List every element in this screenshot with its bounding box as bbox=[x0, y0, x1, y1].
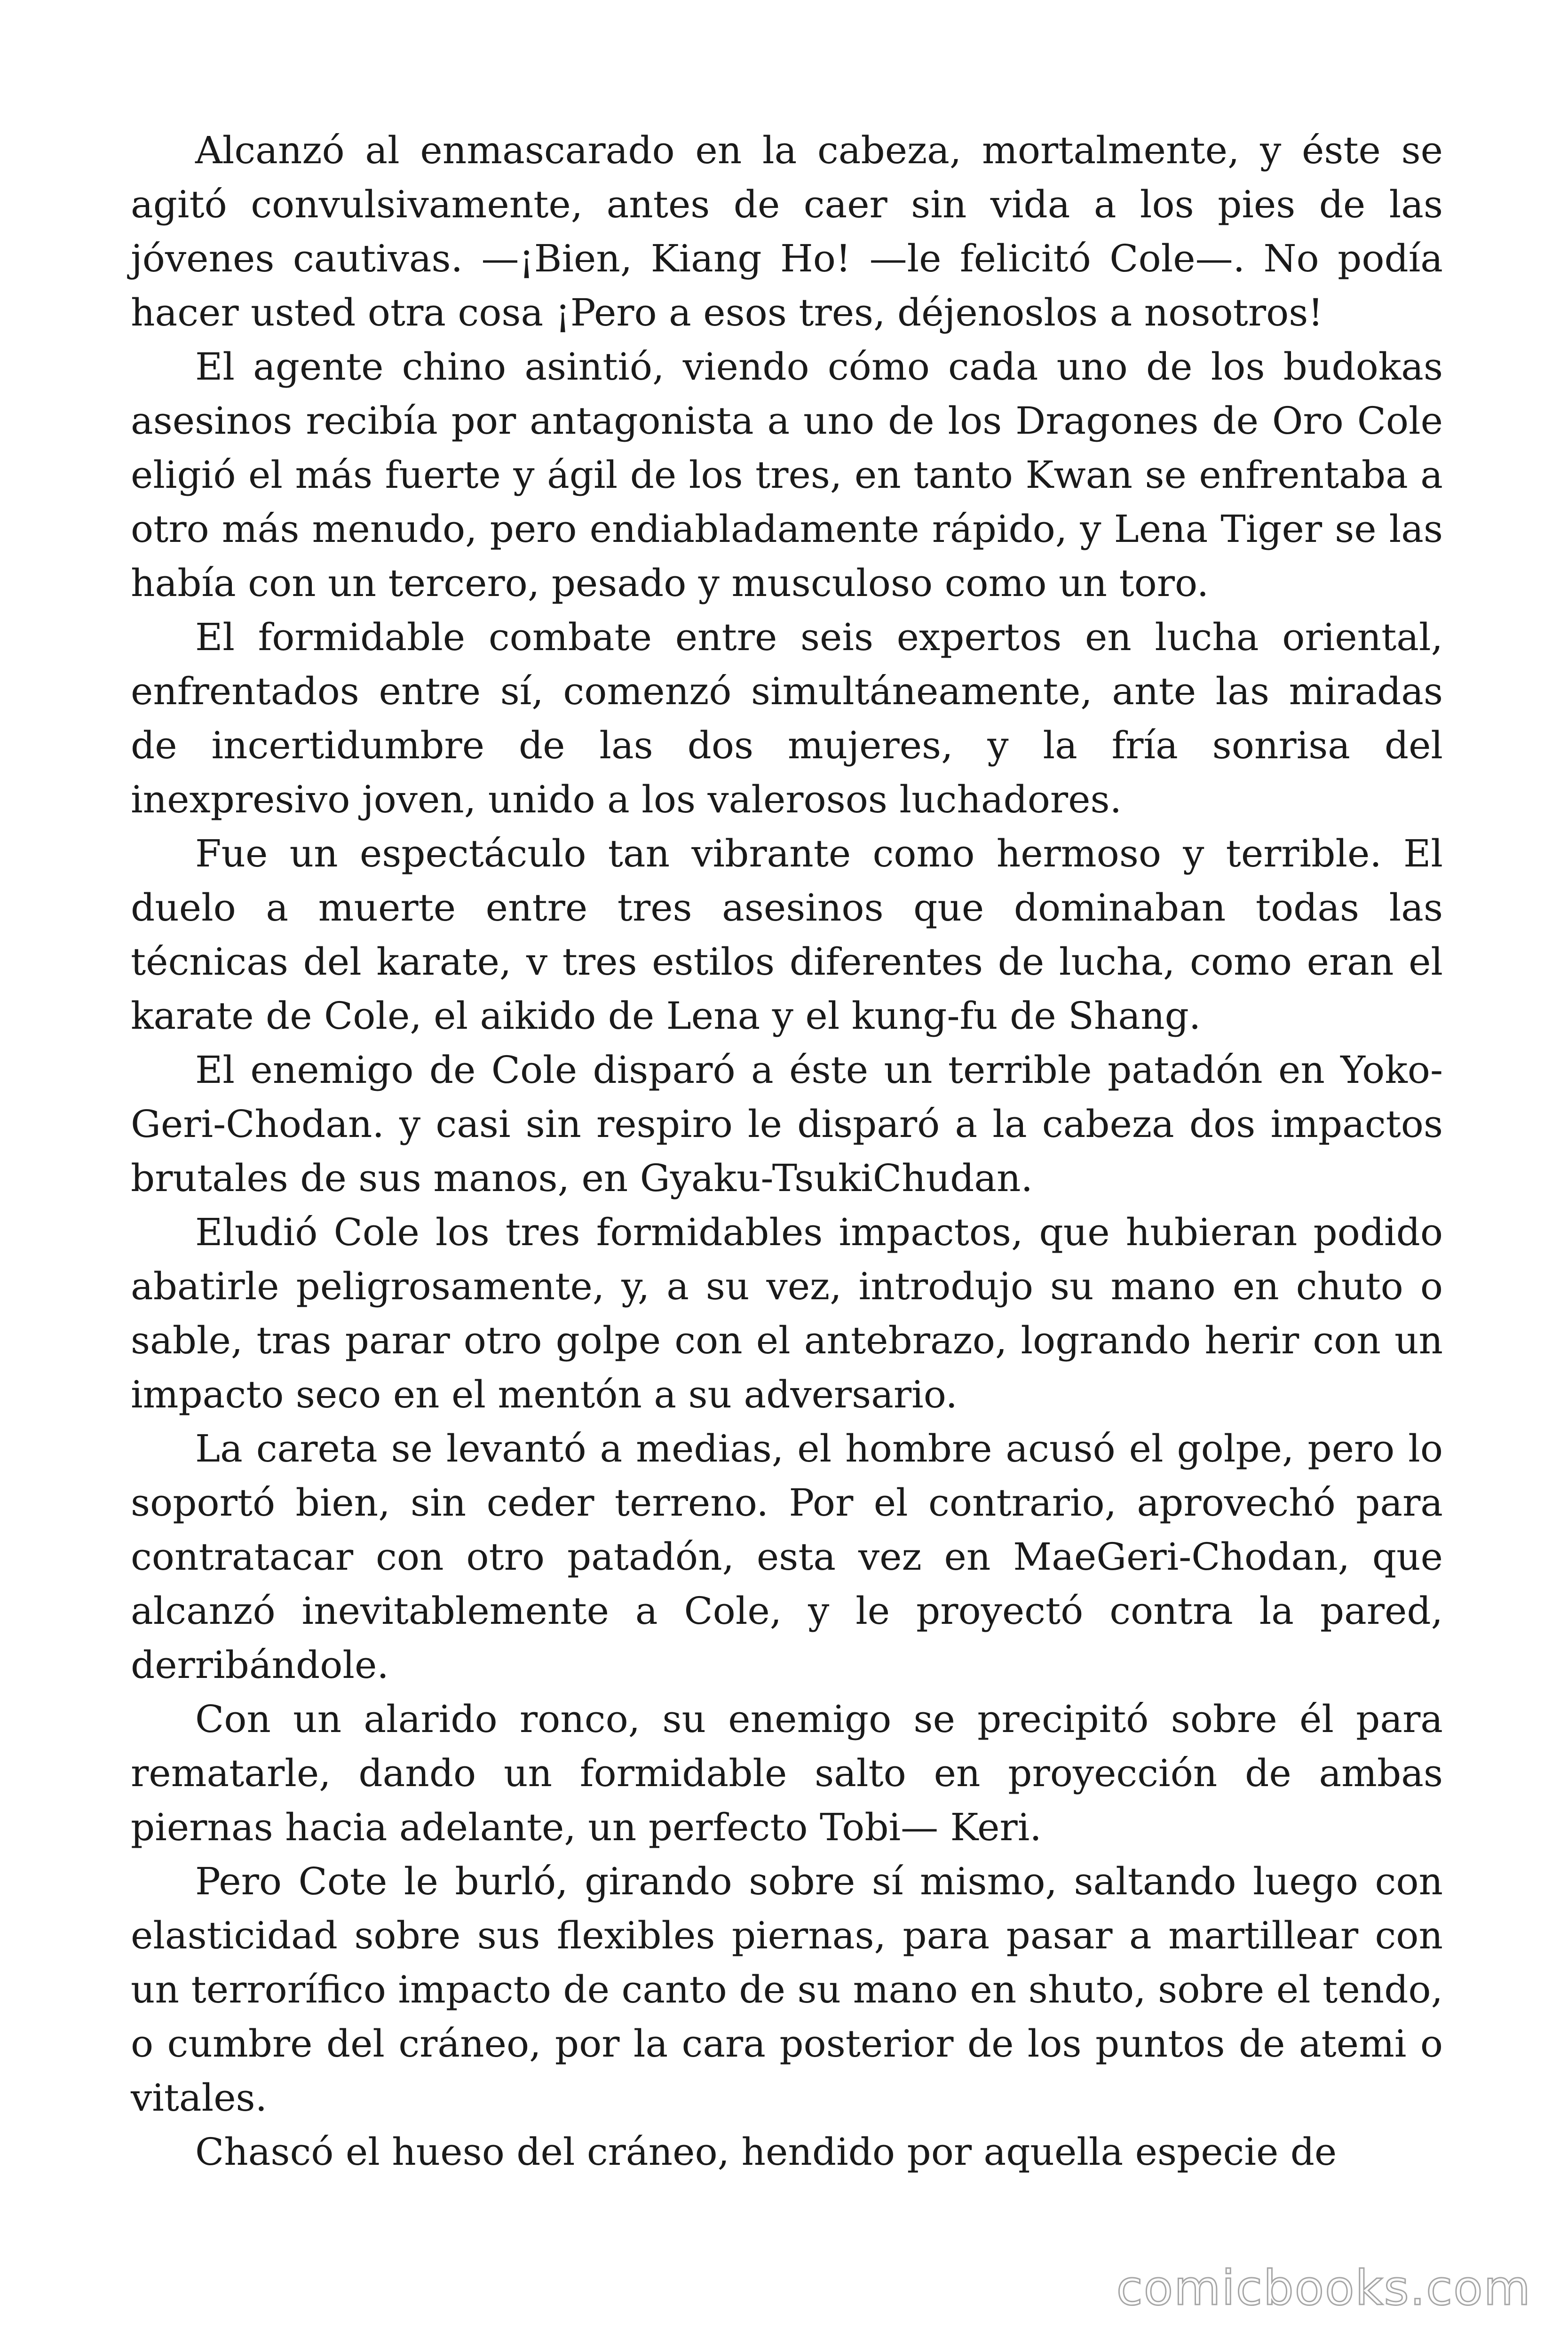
paragraph-7: La careta se levantó a medias, el hombre acusó el golpe, pero lo soportó bien, sin ceder terreno. Por el contrario, aprovechó para contratacar con otro patadón, esta vez en MaeGeri-Chodan, que alcanzó inevitablemente a Cole, y le proyectó contra la pared, derribándole. bbox=[131, 1427, 1443, 1687]
paragraph-3: El formidable combate entre seis expertos en lucha oriental, enfrentados entre sí, comenzó simultáneamente, ante las miradas de incertidumbre de las dos mujeres, y la fría sonrisa del inexpresivo joven, unido a los valerosos luchadores. bbox=[131, 615, 1443, 821]
book-page-body bbox=[131, 123, 1443, 2179]
paragraph-2: El agente chino asintió, viendo cómo cada uno de los budokas asesinos recibía por antagonista a uno de los Dragones de Oro Cole eligió el más fuerte y ágil de los tres, en tanto Kwan se enfrentaba a otro más menudo, pero endiabladamente rápido, y Lena Tiger se las había con un tercero, pesado y musculoso como un toro. bbox=[131, 345, 1443, 605]
paragraph-9: Pero Cote le burló, girando sobre sí mismo, saltando luego con elasticidad sobre sus flexibles piernas, para pasar a martillear con un terrorífico impacto de canto de su mano en shuto, sobre el tendo, o cumbre del cráneo, por la cara posterior de los puntos de atemi o vitales. bbox=[131, 1859, 1443, 2120]
paragraph-5: El enemigo de Cole disparó a éste un terrible patadón en Yoko-Geri-Chodan. y casi sin respiro le disparó a la cabeza dos impactos brutales de sus manos, en Gyaku-TsukiChudan. bbox=[131, 1048, 1443, 1200]
paragraph-8: Con un alarido ronco, su enemigo se precipitó sobre él para rematarle, dando un formidable salto en proyección de ambas piernas hacia adelante, un perfecto Tobi— Keri. bbox=[131, 1697, 1443, 1849]
paragraph-10: Chascó el hueso del cráneo, hendido por aquella especie de bbox=[195, 2130, 1337, 2174]
paragraph-4: Fue un espectáculo tan vibrante como hermoso y terrible. El duelo a muerte entre tres asesinos que dominaban todas las técnicas del karate, v tres estilos diferentes de lucha, como eran el karate de Cole, el aikido de Lena y el kung-fu de Shang. bbox=[131, 832, 1443, 1038]
paragraph-6: Eludió Cole los tres formidables impactos, que hubieran podido abatirle peligrosamente, y, a su vez, introdujo su mano en chuto o sable, tras parar otro golpe con el antebrazo, logrando herir con un impacto seco en el mentón a su adversario. bbox=[131, 1210, 1443, 1416]
site-watermark: comicbooks.com bbox=[1116, 2260, 1531, 2316]
paragraph-1: Alcanzó al enmascarado en la cabeza, mortalmente, y éste se agitó convulsivamente, antes de caer sin vida a los pies de las jóvenes cautivas. —¡Bien, Kiang Ho! —le felicitó Cole—. No podía hacer usted otra cosa ¡Pero a esos tres, déjenoslos a nosotros! bbox=[131, 128, 1443, 334]
